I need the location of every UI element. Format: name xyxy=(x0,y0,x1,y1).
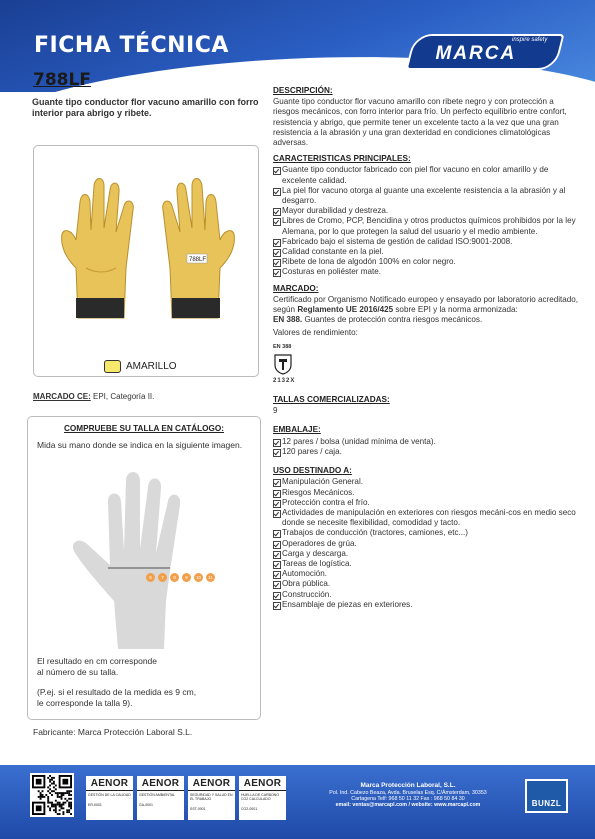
uso-list xyxy=(273,477,581,610)
uso-item: Construcción. xyxy=(273,590,581,600)
tallas-value: 9 xyxy=(273,406,278,416)
marcado-text xyxy=(273,295,581,315)
marcado-text-a: Certificado por Organismo Notificado europeo y ensayado por laboratorio acreditado, según xyxy=(273,294,579,315)
ruler-mark: 9 xyxy=(182,573,191,582)
marcado-heading: MARCADO: xyxy=(273,283,319,293)
embalaje-list xyxy=(273,437,581,457)
ruler-mark: 10 xyxy=(195,575,201,580)
section-embalaje xyxy=(273,425,581,457)
tallas-heading: TALLAS COMERCIALIZADAS: xyxy=(273,395,390,405)
uso-item: Automoción. xyxy=(273,569,581,579)
section-caracteristicas xyxy=(273,154,581,277)
size-check-instruction: Mida su mano donde se indica en la siguiente imagen. xyxy=(37,440,243,450)
marcado-norm-text: Guantes de protección contra riesgos mecánicos. xyxy=(302,315,483,325)
aenor-desc: SEGURIDAD Y SALUD EN EL TRABAJO xyxy=(190,793,233,801)
right-glove-icon xyxy=(156,172,240,320)
caracteristicas-item: La piel flor vacuno otorga al guante una excelente resistencia a la abrasión y al desgarro. xyxy=(273,186,581,206)
descripcion-text: Guante tipo conductor flor vacuno amarillo con ribete negro y con protección a riesgos mecánicos, con forro interior para frío. Un perfecto equilibrio entre confort, resistencia y abrigo, que permite tener un excelente tacto a la vez que una gran resistencia a la abrasión y una gran dexteridad en condiciones climatológicas adversas. xyxy=(273,97,567,148)
glove-tag-text: 788LF xyxy=(189,257,207,263)
uso-item: Carga y descarga. xyxy=(273,549,581,559)
product-photo-frame xyxy=(33,145,259,377)
aenor-cert xyxy=(239,776,286,820)
partner-logo xyxy=(525,779,568,813)
caracteristicas-item: Costuras en poliéster mate. xyxy=(273,267,581,277)
left-glove-icon xyxy=(56,172,140,320)
ruler-mark: 7 xyxy=(158,573,167,582)
uso-heading: USO DESTINADO A: xyxy=(273,466,352,476)
aenor-code: GA-0001 xyxy=(139,803,154,807)
product-subtitle: Guante tipo conductor flor vacuno amarillo con forro interior para abrigo y ribete. xyxy=(32,97,259,118)
aenor-cert xyxy=(137,776,184,820)
aenor-logo: AENOR xyxy=(137,776,184,791)
product-code: 788LF xyxy=(33,70,91,90)
company-name: Marca Protección Laboral, S.L. xyxy=(360,782,456,789)
aenor-code: CO2-0001 xyxy=(241,807,258,811)
color-label: AMARILLO xyxy=(126,361,177,372)
aenor-desc: GESTIÓN DE LA CALIDAD xyxy=(88,793,131,797)
ruler-mark: 11 xyxy=(206,573,215,582)
qr-code-icon[interactable] xyxy=(30,773,74,817)
footer xyxy=(0,765,595,839)
section-tallas xyxy=(273,395,581,416)
aenor-logo: AENOR xyxy=(239,776,286,791)
aenor-cert xyxy=(86,776,133,820)
uso-item: Actividades de manipulación en exteriores con riesgos mecáni-cos en medio seco donde se necesite flexibilidad, comodidad y tacto. xyxy=(273,508,581,528)
caracteristicas-item: Libres de Cromo, PCP, Bencidina y otros productos químicos prohibidos por la ley Alemana, por lo que protegen la salud del usuario y el medio ambiente. xyxy=(273,216,581,236)
company-info xyxy=(298,782,518,809)
pictogram-values: 2132X xyxy=(273,377,296,384)
uso-item: Operadores de grúa. xyxy=(273,539,581,549)
marcado-ce-value: EPI, Categoría II. xyxy=(90,392,155,401)
caracteristicas-item: Fabricado bajo el sistema de gestión de calidad ISO:9001-2008. xyxy=(273,237,581,247)
caracteristicas-item: Mayor durabilidad y destreza. xyxy=(273,206,581,216)
company-address-1: Pol. Ind. Cabezo Beaza, Avda. Bruselas Esq. C/Ámsterdam, 30353 xyxy=(329,790,487,796)
hand-measure-icon xyxy=(68,461,218,651)
partner-logo-text: BUNZL xyxy=(527,781,566,811)
section-descripcion xyxy=(273,86,581,148)
size-example-line2: le corresponde la talla 9). xyxy=(37,698,133,708)
ruler-mark: 6 xyxy=(146,573,155,582)
uso-item: Trabajos de conducción (tractores, camiones, etc...) xyxy=(273,528,581,538)
aenor-cert xyxy=(188,776,235,820)
color-indicator xyxy=(104,360,177,373)
embalaje-item: 12 pares / bolsa (unidad mínima de venta). xyxy=(273,437,581,447)
color-swatch xyxy=(104,360,121,373)
size-result-line2: al número de su talla. xyxy=(37,667,119,677)
caracteristicas-list xyxy=(273,165,581,277)
company-address-2: Cartagena Telf: 968 50 11 32 Fax : 968 50 84 30 xyxy=(351,796,465,803)
aenor-desc: GESTIÓN AMBIENTAL xyxy=(139,793,176,797)
valores-label: Valores de rendimiento: xyxy=(273,328,358,338)
caracteristicas-item: Calidad constante en la piel. xyxy=(273,247,581,257)
brand-logo xyxy=(406,34,565,70)
marcado-norm xyxy=(273,315,581,325)
hammer-shield-icon xyxy=(273,353,293,375)
uso-item: Tareas de logística. xyxy=(273,559,581,569)
marcado-norm-code: EN 388. xyxy=(273,315,303,325)
descripcion-heading: DESCRIPCIÓN: xyxy=(273,86,333,95)
manufacturer: Fabricante: Marca Protección Laboral S.L. xyxy=(33,727,193,737)
page-title: FICHA TÉCNICA xyxy=(34,33,229,58)
aenor-code: ER-0001 xyxy=(88,803,102,807)
ruler-mark: 8 xyxy=(170,573,179,582)
marcado-ce xyxy=(33,392,154,401)
marcado-ce-label: MARCADO CE: xyxy=(33,392,91,401)
uso-item: Obra pública. xyxy=(273,579,581,589)
company-contact[interactable]: email: ventas@marcapl.com / website: www.marcapl.com xyxy=(335,802,481,809)
uso-item: Riesgos Mecánicos. xyxy=(273,488,581,498)
uso-item: Protección contra el frío. xyxy=(273,498,581,508)
embalaje-item: 120 pares / caja. xyxy=(273,447,581,457)
aenor-logo: AENOR xyxy=(188,776,235,791)
size-check-title: COMPRUEBE SU TALLA EN CATÁLOGO: xyxy=(64,424,224,433)
uso-item: Ensamblaje de piezas en exteriores. xyxy=(273,600,581,610)
marcado-text-c: sobre EPI y la norma armonizada: xyxy=(393,305,518,315)
size-check-box xyxy=(27,416,261,720)
aenor-desc: HUELLA DE CARBONO CO2 CALCULADO xyxy=(241,793,279,801)
brand-tagline: inspire safety xyxy=(511,37,547,43)
caracteristicas-item: Ribete de lona de algodón 100% en color negro. xyxy=(273,257,581,267)
pictogram-label: EN 388 xyxy=(273,343,292,350)
spec-column xyxy=(273,86,581,610)
caracteristicas-heading: CARACTERISTICAS PRINCIPALES: xyxy=(273,154,411,164)
section-marcado xyxy=(273,284,581,386)
section-uso xyxy=(273,466,581,610)
size-result-line1: El resultado en cm corresponde xyxy=(37,656,158,666)
size-ruler xyxy=(146,573,216,583)
marcado-regulation: Reglamento UE 2016/425 xyxy=(297,305,394,315)
aenor-logo: AENOR xyxy=(86,776,133,791)
caracteristicas-item: Guante tipo conductor fabricado con piel flor vacuno en color amarillo y de excelente calidad. xyxy=(273,165,581,185)
brand-name: MARCA xyxy=(435,43,517,64)
size-result-text xyxy=(37,656,253,678)
embalaje-heading: EMBALAJE: xyxy=(273,425,321,435)
uso-item: Manipulación General. xyxy=(273,477,581,487)
aenor-code: SST-0001 xyxy=(190,807,206,811)
en388-pictogram xyxy=(273,342,581,386)
size-example-text xyxy=(37,687,253,709)
size-example-line1: (P.ej. si el resultado de la medida es 9 cm, xyxy=(37,687,197,697)
